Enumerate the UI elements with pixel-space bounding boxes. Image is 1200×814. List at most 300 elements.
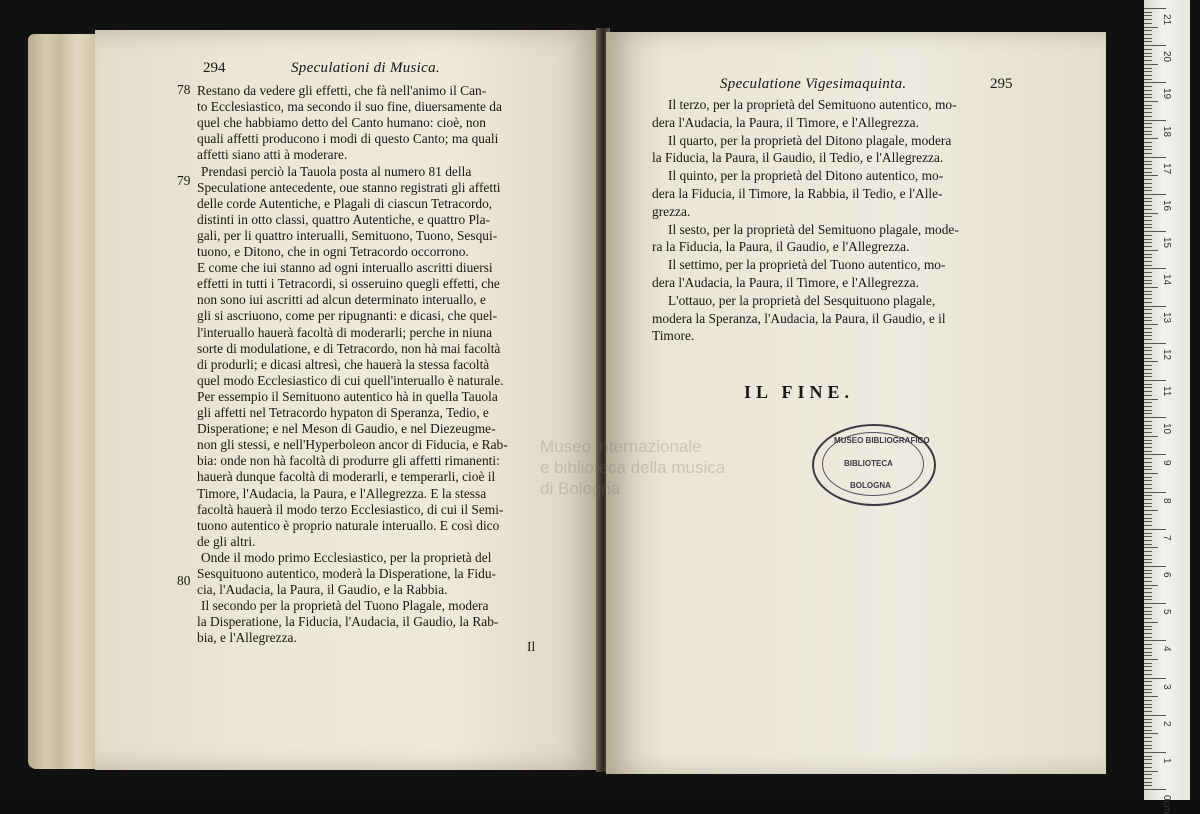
ruler-tick: [1144, 506, 1152, 507]
ruler-tick: [1144, 540, 1152, 541]
text-line: delle corde Autentiche, e Plagali di ciascun Tetracordo,: [197, 195, 493, 211]
ruler-tick: [1144, 756, 1152, 757]
ruler-tick: [1144, 469, 1152, 470]
right-page: [606, 32, 1106, 774]
ruler-tick: [1144, 637, 1152, 638]
ruler-tick: [1144, 8, 1166, 9]
ruler-tick: [1144, 209, 1152, 210]
ruler-tick: [1144, 23, 1152, 24]
ruler-tick: [1144, 328, 1152, 329]
ruler-tick: [1144, 127, 1152, 128]
text-line: L'ottauo, per la proprietà del Sesquituono plagale,: [668, 292, 936, 308]
margin-number: 78: [177, 82, 191, 97]
ruler-tick: [1144, 767, 1152, 768]
ruler-tick: [1144, 533, 1152, 534]
ruler-tick: [1144, 298, 1152, 299]
ruler-tick: [1144, 440, 1152, 441]
text-line: Restano da vedere gli effetti, che fà nell'animo il Can-: [197, 83, 487, 98]
ruler-label: 9: [1161, 460, 1172, 466]
ruler-label: 1: [1161, 758, 1172, 764]
ruler-tick: [1144, 235, 1152, 236]
text-line: quel modo Ecclesiastico di cui quell'interuallo è naturale.: [197, 372, 504, 388]
ruler-tick: [1144, 551, 1152, 552]
left-page: [95, 30, 600, 770]
text-line: cia, l'Audacia, la Paura, il Gaudio, e la Rabbia.: [197, 582, 448, 598]
ruler-tick: [1144, 666, 1152, 667]
ruler-label: 3: [1161, 683, 1172, 690]
ruler-tick: [1144, 79, 1152, 80]
ruler-tick: [1144, 566, 1166, 567]
ruler-tick: [1144, 462, 1152, 463]
ruler-tick: [1144, 108, 1152, 109]
ruler-label: 7: [1161, 534, 1172, 541]
ruler-tick: [1144, 343, 1166, 344]
ruler-tick: [1144, 696, 1158, 697]
ruler-tick: [1144, 785, 1152, 786]
ruler-tick: [1144, 488, 1152, 489]
ruler-tick: [1144, 142, 1152, 143]
ruler-tick: [1144, 376, 1152, 377]
ruler-tick: [1144, 737, 1152, 738]
text-line: quel che habbiamo detto del Canto humano: cioè, non: [197, 115, 486, 131]
ruler-tick: [1144, 60, 1152, 61]
ruler-tick: [1144, 175, 1158, 176]
watermark: [540, 436, 725, 499]
ruler-tick: [1144, 101, 1158, 102]
text-line: Per essempio il Semituono autentico hà in quella Tauola: [197, 388, 498, 404]
ruler-tick: [1144, 573, 1152, 574]
watermark-line: Museo internazionale: [540, 437, 702, 456]
text-line: effetti in tutti i Tetracordi, si osseruino quegli effetti, che: [197, 276, 500, 292]
ruler-tick: [1144, 242, 1152, 243]
ruler-tick: [1144, 354, 1152, 355]
ruler-tick: [1144, 187, 1152, 188]
ruler-tick: [1144, 711, 1152, 712]
text-line: Timore.: [652, 328, 695, 344]
ruler-tick: [1144, 291, 1152, 292]
ruler-label: 0cm: [1161, 795, 1172, 814]
ruler-tick: [1144, 529, 1166, 530]
measuring-ruler: [1144, 0, 1190, 814]
ruler-tick: [1144, 231, 1166, 232]
ruler-tick: [1144, 629, 1152, 630]
text-line: de gli altri.: [197, 533, 256, 549]
text-line: Prendasi perciò la Tauola posta al numero 81 della: [201, 163, 472, 179]
ruler-tick: [1144, 499, 1152, 500]
ruler-tick: [1144, 704, 1152, 705]
ruler-tick: [1144, 402, 1152, 403]
ruler-tick: [1144, 164, 1152, 165]
ruler-label: 21: [1161, 14, 1172, 26]
ruler-tick: [1144, 588, 1152, 589]
text-line: Disperatione; e nel Meson di Gaudio, e nel Diezeugme-: [197, 421, 496, 437]
ruler-tick: [1144, 782, 1152, 783]
ruler-tick: [1144, 94, 1152, 95]
ruler-tick: [1144, 198, 1152, 199]
ruler-tick: [1144, 15, 1152, 16]
watermark-line: e biblioteca della musica: [540, 458, 726, 477]
ruler-tick: [1144, 265, 1152, 266]
ruler-tick: [1144, 607, 1152, 608]
ruler-tick: [1144, 116, 1152, 117]
ruler-tick: [1144, 648, 1152, 649]
ruler-tick: [1144, 38, 1152, 39]
ruler-tick: [1144, 75, 1152, 76]
ruler-tick: [1144, 239, 1152, 240]
ruler-tick: [1144, 633, 1152, 634]
ruler-tick: [1144, 131, 1152, 132]
ruler-tick: [1144, 614, 1152, 615]
ruler-tick: [1144, 97, 1152, 98]
ruler-tick: [1144, 570, 1152, 571]
text-line: E come che iui stanno ad ogni interuallo ascritti diuersi: [197, 260, 493, 276]
ruler-tick: [1144, 748, 1152, 749]
text-line: gli si ascriuono, come per ripugnanti: e dicasi, che quel-: [197, 308, 498, 324]
ruler-tick: [1144, 373, 1152, 374]
ruler-tick: [1144, 778, 1152, 779]
ruler-tick: [1144, 134, 1152, 135]
ruler-tick: [1144, 53, 1152, 54]
ruler-tick: [1144, 272, 1152, 273]
text-line: Il secondo per la proprietà del Tuono Plagale, modera: [201, 598, 489, 614]
ruler-tick: [1144, 56, 1152, 57]
ruler-tick: [1144, 417, 1166, 418]
ruler-tick: [1144, 287, 1158, 288]
ruler-tick: [1144, 466, 1152, 467]
ruler-tick: [1144, 153, 1152, 154]
ruler-tick: [1144, 674, 1152, 675]
ruler-label: 15: [1161, 237, 1172, 249]
ruler-tick: [1144, 224, 1152, 225]
ruler-tick: [1144, 670, 1152, 671]
ruler-tick: [1144, 585, 1158, 586]
ruler-tick: [1144, 149, 1152, 150]
ruler-tick: [1144, 763, 1152, 764]
ruler-tick: [1144, 447, 1152, 448]
ruler-tick: [1144, 622, 1158, 623]
ruler-tick: [1144, 626, 1152, 627]
ruler-tick: [1144, 213, 1158, 214]
ruler-tick: [1144, 640, 1166, 641]
ruler-tick: [1144, 146, 1152, 147]
ruler-label: 20: [1161, 51, 1172, 63]
ruler-tick: [1144, 384, 1152, 385]
ruler-tick: [1144, 19, 1152, 20]
text-line: la Fiducia, la Paura, il Gaudio, il Tedio, e l'Allegrezza.: [652, 150, 944, 166]
ruler-tick: [1144, 436, 1158, 437]
ruler-tick: [1144, 138, 1158, 139]
margin-number: 79: [177, 173, 191, 188]
ruler-tick: [1144, 492, 1166, 493]
ruler-tick: [1144, 172, 1152, 173]
ruler-tick: [1144, 205, 1152, 206]
ruler-tick: [1144, 681, 1152, 682]
ruler-tick: [1144, 741, 1152, 742]
ruler-label: 19: [1161, 88, 1172, 100]
ruler-tick: [1144, 536, 1152, 537]
ruler-tick: [1144, 555, 1152, 556]
ruler-tick: [1144, 12, 1152, 13]
text-line: Il settimo, per la proprietà del Tuono autentico, mo-: [668, 257, 946, 273]
text-line: Speculatione antecedente, oue stanno registrati gli affetti: [197, 179, 501, 195]
ruler-tick: [1144, 406, 1152, 407]
ruler-tick: [1144, 421, 1152, 422]
stamp-text: BIBLIOTECA: [844, 459, 893, 468]
text-line: modera la Speranza, l'Audacia, la Paura, il Gaudio, e il: [652, 310, 946, 326]
ruler-tick: [1144, 689, 1152, 690]
ruler-tick: [1144, 68, 1152, 69]
library-stamp: [812, 424, 936, 506]
ruler-tick: [1144, 722, 1152, 723]
text-line: quali affetti producono i modi di questo Canto; ma quali: [197, 131, 499, 147]
ruler-label: 11: [1161, 386, 1172, 397]
ruler-tick: [1144, 324, 1158, 325]
ruler-tick: [1144, 443, 1152, 444]
ruler-label: 4: [1161, 646, 1172, 652]
ruler-tick: [1144, 480, 1152, 481]
ruler-tick: [1144, 547, 1158, 548]
ruler-tick: [1144, 358, 1152, 359]
ruler-tick: [1144, 599, 1152, 600]
ruler-tick: [1144, 30, 1152, 31]
ruler-label: 10: [1161, 423, 1172, 435]
ruler-tick: [1144, 347, 1152, 348]
ruler-tick: [1144, 644, 1152, 645]
ruler-tick: [1144, 503, 1152, 504]
ruler-tick: [1144, 380, 1166, 381]
ruler-tick: [1144, 49, 1152, 50]
running-head-left: Speculationi di Musica.: [291, 60, 440, 76]
text-line: Onde il modo primo Ecclesiastico, per la proprietà del: [201, 549, 492, 565]
text-line: distinti in otto classi, quattro Autentiche, e quattro Pla-: [197, 211, 491, 227]
ruler-tick: [1144, 458, 1152, 459]
ruler-tick: [1144, 123, 1152, 124]
ruler-tick: [1144, 685, 1152, 686]
ruler-tick: [1144, 707, 1152, 708]
ruler-tick: [1144, 387, 1152, 388]
ruler-tick: [1144, 86, 1152, 87]
text-line: bia, e l'Allegrezza.: [197, 630, 297, 646]
ruler-tick: [1144, 559, 1152, 560]
ruler-tick: [1144, 618, 1152, 619]
ruler-tick: [1144, 294, 1152, 295]
ruler-tick: [1144, 652, 1152, 653]
ruler-tick: [1144, 451, 1152, 452]
ruler-tick: [1144, 254, 1152, 255]
ruler-tick: [1144, 771, 1158, 772]
ruler-tick: [1144, 45, 1166, 46]
ruler-tick: [1144, 715, 1166, 716]
text-line: tuono, e Ditono, che in ogni Tetracordo occorrono.: [197, 244, 469, 259]
ruler-tick: [1144, 309, 1152, 310]
text-line: grezza.: [652, 203, 691, 219]
ruler-tick: [1144, 361, 1158, 362]
text-line: Il quinto, per la proprietà del Ditono autentico, mo-: [668, 168, 944, 184]
ruler-tick: [1144, 161, 1152, 162]
ruler-tick: [1144, 257, 1152, 258]
ruler-tick: [1144, 179, 1152, 180]
ruler-tick: [1144, 596, 1152, 597]
ruler-tick: [1144, 473, 1158, 474]
ruler-tick: [1144, 659, 1158, 660]
ruler-tick: [1144, 335, 1152, 336]
ruler-tick: [1144, 82, 1166, 83]
ruler-tick: [1144, 789, 1166, 790]
ruler-tick: [1144, 90, 1152, 91]
ruler-tick: [1144, 157, 1166, 158]
text-line: to Ecclesiastico, ma secondo il suo fine, diuersamente da: [197, 99, 502, 115]
ruler-tick: [1144, 745, 1152, 746]
ruler-label: 8: [1161, 497, 1172, 504]
ruler-tick: [1144, 544, 1152, 545]
ruler-tick: [1144, 302, 1152, 303]
text-line: sorte di modulatione, e di Tetracordo, non hà mai facoltà: [197, 340, 501, 356]
ruler-tick: [1144, 678, 1166, 679]
ruler-label: 5: [1161, 609, 1172, 615]
ruler-tick: [1144, 105, 1152, 106]
running-head-right: Speculatione Vigesimaquinta.: [720, 76, 907, 92]
ruler-tick: [1144, 562, 1152, 563]
ruler-tick: [1144, 391, 1152, 392]
ruler-tick: [1144, 216, 1152, 217]
ruler-tick: [1144, 313, 1152, 314]
text-line: gli affetti nel Tetracordo hypaton di Speranza, Tedio, e: [197, 405, 489, 420]
catchword: Il: [527, 639, 536, 654]
ruler-tick: [1144, 190, 1152, 191]
ruler-tick: [1144, 425, 1152, 426]
text-line: gali, per li quattro interualli, Semituono, Tuono, Sesqui-: [197, 227, 498, 243]
ruler-tick: [1144, 365, 1152, 366]
ruler-tick: [1144, 510, 1158, 511]
ruler-tick: [1144, 71, 1152, 72]
ruler-tick: [1144, 250, 1158, 251]
ruler-tick: [1144, 413, 1152, 414]
ruler-tick: [1144, 306, 1166, 307]
ruler-tick: [1144, 34, 1152, 35]
stamp-text: BOLOGNA: [850, 481, 891, 490]
ruler-tick: [1144, 317, 1152, 318]
ruler-tick: [1144, 120, 1166, 121]
ruler-tick: [1144, 752, 1166, 753]
ruler-tick: [1144, 283, 1152, 284]
ruler-label: 17: [1161, 162, 1172, 174]
ruler-tick: [1144, 339, 1152, 340]
text-line: dera la Fiducia, il Timore, la Rabbia, il Tedio, e l'Alle-: [652, 186, 943, 201]
ruler-label: 16: [1161, 200, 1172, 212]
ruler-tick: [1144, 332, 1152, 333]
ruler-label: 13: [1161, 311, 1172, 323]
ruler-tick: [1144, 276, 1152, 277]
text-line: Il terzo, per la proprietà del Semituono autentico, mo-: [668, 97, 957, 112]
page-number-right: 295: [990, 76, 1013, 92]
ruler-tick: [1144, 700, 1152, 701]
ruler-tick: [1144, 201, 1152, 202]
closing-title: IL FINE.: [744, 382, 855, 402]
ruler-label: 18: [1161, 125, 1172, 137]
ruler-tick: [1144, 410, 1152, 411]
text-line: l'interuallo hauerà facoltà di moderarli; perche in niuna: [197, 324, 493, 340]
ruler-tick: [1144, 733, 1158, 734]
text-line: non sono iui ascritti ad alcun determinato interuallo, e: [197, 292, 486, 308]
text-line: Timore, l'Audacia, la Paura, e l'Allegrezza. E la stessa: [197, 485, 487, 501]
ruler-tick: [1144, 774, 1152, 775]
ruler-tick: [1144, 183, 1152, 184]
ruler-tick: [1144, 719, 1152, 720]
watermark-line: di Bologna: [540, 479, 621, 498]
ruler-tick: [1144, 521, 1152, 522]
ruler-tick: [1144, 432, 1152, 433]
ruler-tick: [1144, 64, 1158, 65]
ruler-tick: [1144, 246, 1152, 247]
page-number-left: 294: [203, 60, 226, 76]
text-line: la Disperatione, la Fiducia, l'Audacia, il Gaudio, la Rab-: [197, 614, 499, 630]
ruler-tick: [1144, 726, 1152, 727]
ruler-tick: [1144, 655, 1152, 656]
ruler-tick: [1144, 41, 1152, 42]
text-line: ra la Fiducia, la Paura, il Gaudio, e l'Allegrezza.: [652, 239, 910, 255]
ruler-tick: [1144, 454, 1166, 455]
text-line: dera l'Audacia, la Paura, il Timore, e l'Allegrezza.: [652, 114, 919, 130]
text-line: Sesquituono autentico, moderà la Disperatione, la Fidu-: [197, 566, 496, 581]
text-line: facoltà hauerà il modo terzo Ecclesiastico, di cui il Semi-: [197, 501, 504, 517]
ruler-tick: [1144, 759, 1152, 760]
ruler-tick: [1144, 495, 1152, 496]
text-line: Il quarto, per la proprietà del Ditono plagale, modera: [668, 132, 952, 148]
ruler-label: 2: [1161, 720, 1172, 727]
text-line: tuono autentico è proprio naturale interuallo. E così dico: [197, 517, 500, 533]
text-line: affetti siano atti à moderare.: [197, 147, 348, 163]
ruler-tick: [1144, 280, 1152, 281]
ruler-tick: [1144, 369, 1152, 370]
ruler-tick: [1144, 261, 1152, 262]
text-line: non gli stessi, e nell'Hyperboleon ancor di Fiducia, e Rab-: [197, 437, 508, 453]
text-line: dera l'Audacia, la Paura, il Timore, e l'Allegrezza.: [652, 275, 919, 290]
ruler-tick: [1144, 27, 1158, 28]
text-line: hauerà dunque facoltà di moderarli, e temperarli, cioè il: [197, 469, 496, 485]
ruler-tick: [1144, 320, 1152, 321]
text-line: di produrli; e dicasi altresì, che hauerà la stessa facoltà: [197, 356, 490, 372]
ruler-tick: [1144, 268, 1166, 269]
ruler-tick: [1144, 577, 1152, 578]
ruler-tick: [1144, 518, 1152, 519]
text-line: Il sesto, per la proprietà del Semituono plagale, mode-: [668, 221, 959, 237]
ruler-tick: [1144, 194, 1166, 195]
ruler-tick: [1144, 581, 1152, 582]
ruler-tick: [1144, 692, 1152, 693]
ruler-label: 12: [1161, 348, 1172, 360]
ruler-tick: [1144, 112, 1152, 113]
ruler-tick: [1144, 525, 1152, 526]
ruler-tick: [1144, 168, 1152, 169]
ruler-tick: [1144, 395, 1152, 396]
ruler-label: 6: [1161, 572, 1172, 578]
ruler-tick: [1144, 611, 1152, 612]
ruler-tick: [1144, 227, 1152, 228]
ruler-label: 14: [1161, 274, 1172, 286]
margin-number: 80: [177, 573, 191, 588]
ruler-tick: [1144, 663, 1152, 664]
ruler-tick: [1144, 220, 1152, 221]
stamp-text: MUSEO BIBLIOGRAFICO: [834, 436, 930, 445]
ruler-tick: [1144, 428, 1152, 429]
text-line: bia: onde non hà facoltà di produrre gli affetti rimanenti:: [197, 453, 500, 469]
ruler-tick: [1144, 514, 1152, 515]
ruler-tick: [1144, 399, 1158, 400]
ruler-tick: [1144, 603, 1166, 604]
ruler-tick: [1144, 592, 1152, 593]
ruler-tick: [1144, 730, 1152, 731]
ruler-tick: [1144, 484, 1152, 485]
